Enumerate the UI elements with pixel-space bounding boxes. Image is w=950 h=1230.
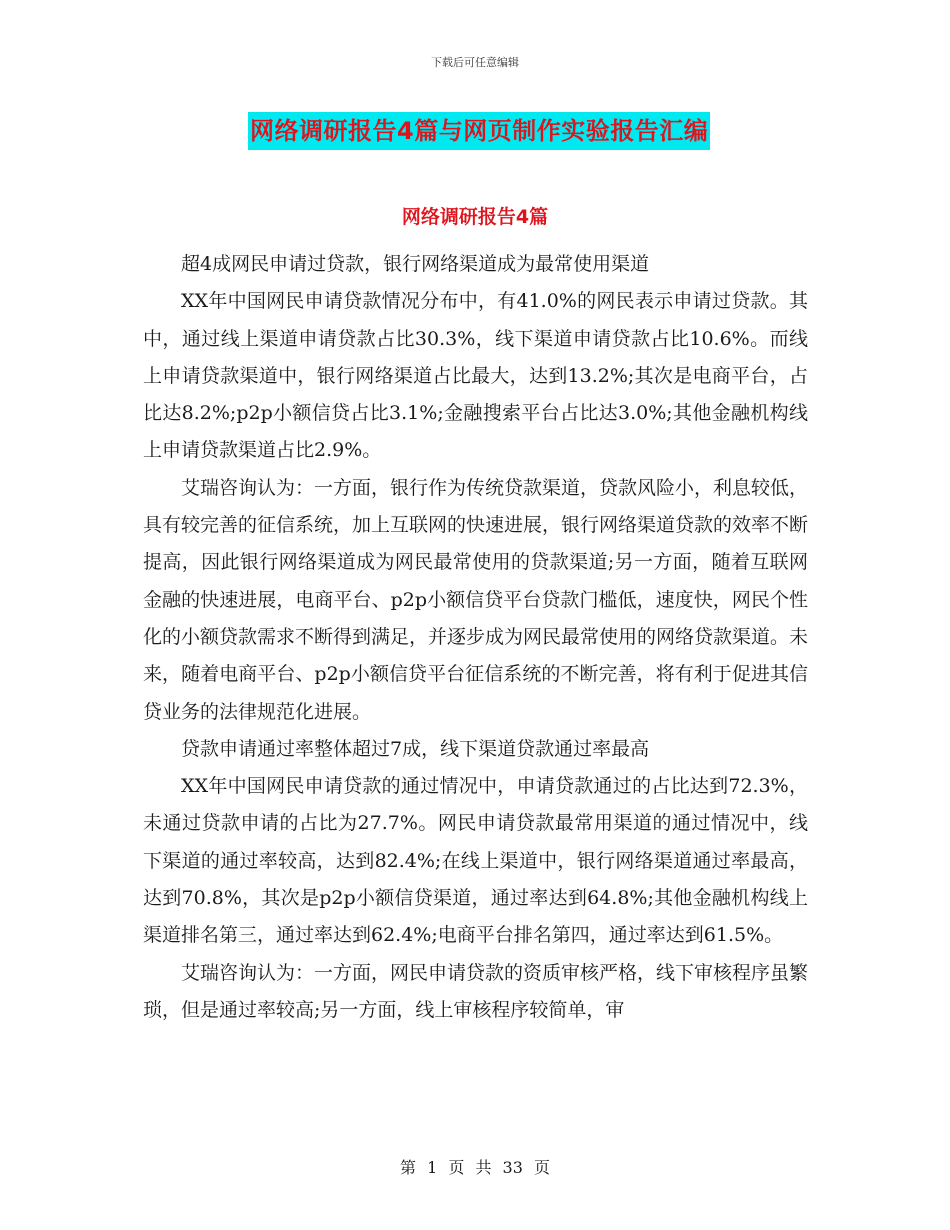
paragraph: XX年中国网民申请贷款的通过情况中，申请贷款通过的占比达到72.3%，未通过贷款申请的占比为27.7%。网民申请贷款最常用渠道的通过情况中，线下渠道的通过率较高，达到82.4%;在线上渠道中，银行网络渠道通过率最高，达到70.8%，其次是p2p小额信贷渠道，通过率达到64.8%;其他金融机构线上渠道排名第三，通过率达到62.4%;电商平台排名第四，通过率达到61.5%。 [143, 775, 808, 947]
paragraph: 超4成网民申请过贷款，银行网络渠道成为最常使用渠道 [181, 253, 650, 275]
section-title: 网络调研报告4篇 [401, 206, 549, 228]
paragraph: 贷款申请通过率整体超过7成，线下渠道贷款通过率最高 [181, 737, 650, 760]
page-footer: 第 1 页 共 33 页 [400, 1158, 550, 1177]
paragraph: XX年中国网民申请贷款情况分布中，有41.0%的网民表示申请过贷款。其中，通过线上渠道申请贷款占比30.3%，线下渠道申请贷款占比10.6%。而线上申请贷款渠道中，银行网络渠道占比最大，达到13.2%;其次是电商平台，占比达8.2%;p2p小额信贷占比3.1%;金融搜索平台占比达3.0%;其他金融机构线上申请贷款渠道占比2.9%。 [143, 290, 808, 462]
paragraph: 艾瑞咨询认为：一方面，网民申请贷款的资质审核严格，线下审核程序虽繁琐，但是通过率较高;另一方面，线上审核程序较简单，审 [143, 961, 809, 1021]
header-note: 下载后可任意编辑 [431, 56, 519, 69]
document-body [143, 246, 808, 1029]
document-title: 网络调研报告4篇与网页制作实验报告汇编 [248, 112, 710, 150]
paragraph: 艾瑞咨询认为：一方面，银行作为传统贷款渠道，贷款风险小，利息较低，具有较完善的征信系统，加上互联网的快速进展，银行网络渠道贷款的效率不断提高，因此银行网络渠道成为网民最常使用的贷款渠道;另一方面，随着互联网金融的快速进展，电商平台、p2p小额信贷平台贷款门槛低，速度快，网民个性化的小额贷款需求不断得到满足，并逐步成为网民最常使用的网络贷款渠道。未来，随着电商平台、p2p小额信贷平台征信系统的不断完善，将有利于促进其信贷业务的法律规范化进展。 [143, 476, 809, 723]
